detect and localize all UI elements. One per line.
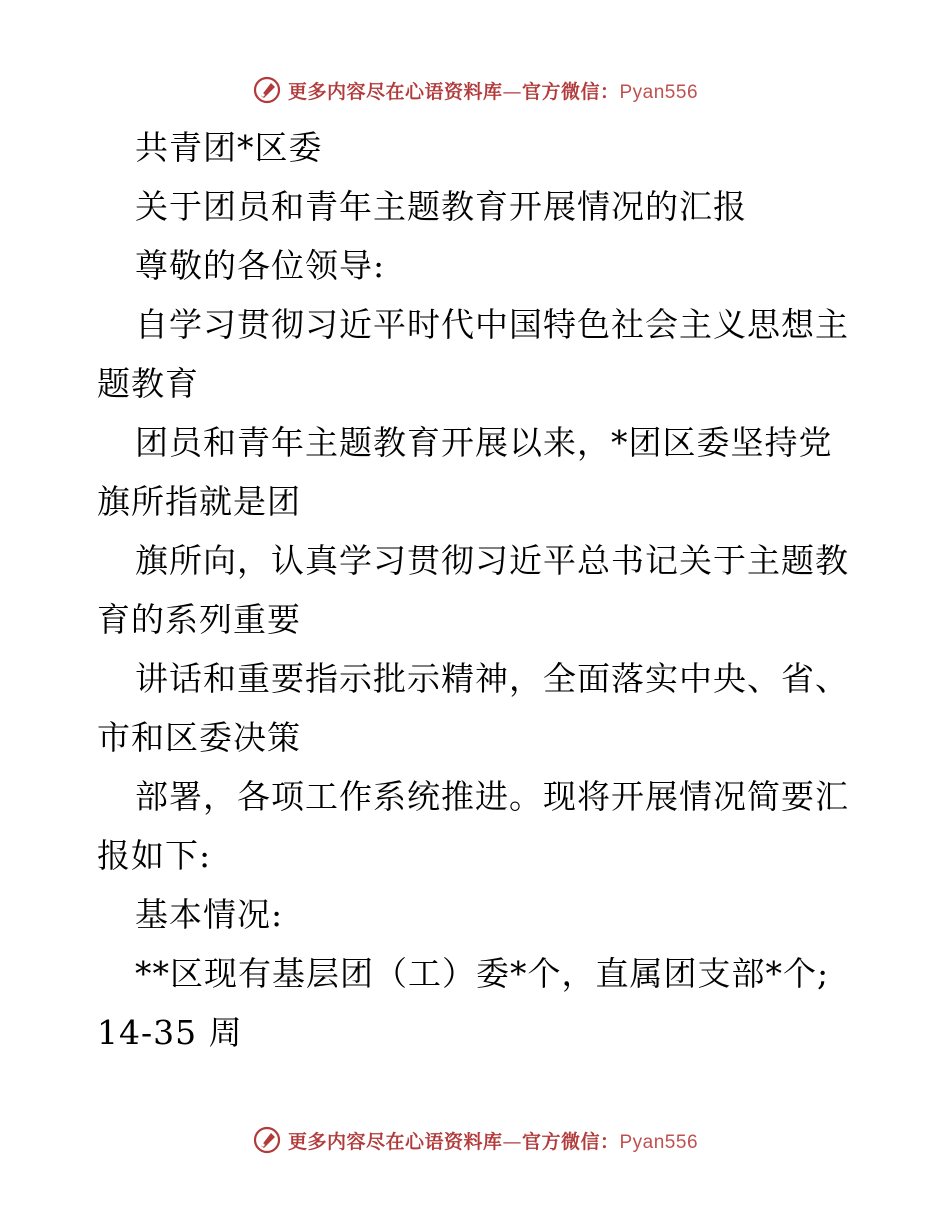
- doc-line: 部署，各项工作系统推进。现将开展情况简要汇: [135, 777, 849, 816]
- doc-line: 共青团*区委: [135, 128, 323, 167]
- footer-watermark: [0, 1120, 950, 1160]
- pen-nib-logo-icon: [252, 1125, 282, 1155]
- doc-line: 关于团员和青年主题教育开展情况的汇报: [135, 187, 747, 226]
- doc-line: 题教育: [97, 364, 199, 403]
- watermark-brand: 更多内容尽在心语资料库: [287, 1130, 503, 1153]
- doc-line: 14-35 周: [97, 1013, 243, 1052]
- doc-line: 基本情况:: [135, 895, 284, 934]
- doc-line: **区现有基层团（工）委*个，直属团支部*个;: [135, 954, 830, 993]
- header-watermark: [0, 70, 950, 110]
- watermark-brand: 更多内容尽在心语资料库: [287, 80, 503, 103]
- watermark-wechat-id: Pyan556: [619, 1131, 699, 1153]
- doc-line: 旗所指就是团: [97, 482, 301, 521]
- doc-line: 市和区委决策: [97, 718, 301, 757]
- doc-line: 旗所向，认真学习贯彻习近平总书记关于主题教: [135, 541, 849, 580]
- watermark-wechat-label: 官方微信：: [521, 80, 620, 103]
- doc-line: 尊敬的各位领导:: [135, 246, 386, 285]
- doc-line: 自学习贯彻习近平时代中国特色社会主义思想主: [135, 305, 849, 344]
- document-body: [97, 118, 857, 1062]
- watermark-wechat-label: 官方微信：: [521, 1130, 620, 1153]
- doc-line: 团员和青年主题教育开展以来，*团区委坚持党: [135, 423, 833, 462]
- doc-line: 讲话和重要指示批示精神，全面落实中央、省、: [135, 659, 849, 698]
- watermark-wechat-id: Pyan556: [619, 81, 699, 103]
- pen-nib-logo-icon: [252, 75, 282, 105]
- watermark-separator: —: [502, 80, 522, 103]
- doc-line: 报如下:: [97, 836, 212, 875]
- doc-line: 育的系列重要: [97, 600, 301, 639]
- watermark-separator: —: [502, 1130, 522, 1153]
